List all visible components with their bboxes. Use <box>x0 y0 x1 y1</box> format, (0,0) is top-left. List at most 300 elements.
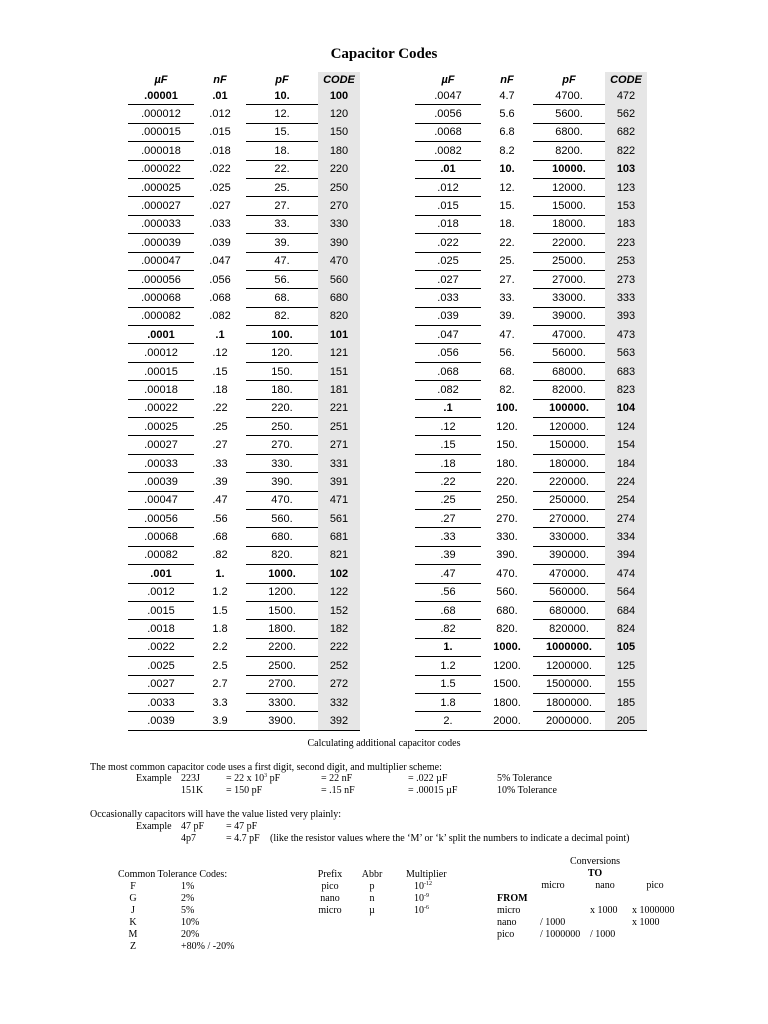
cell-pf: 100000. <box>533 399 605 417</box>
cell-nf: .47 <box>212 494 228 507</box>
cell-code: 561 <box>318 509 360 527</box>
cell-code: 683 <box>605 362 647 380</box>
cell-code: 562 <box>605 105 647 123</box>
cell-nf: .018 <box>209 144 231 157</box>
cell-pf: 82. <box>246 307 318 325</box>
cell-nf: 220. <box>496 475 518 488</box>
cell-nf: .068 <box>209 291 231 304</box>
table-row <box>415 362 647 380</box>
tolerance-letter: K <box>129 917 137 928</box>
cell-pf: 6800. <box>533 123 605 141</box>
cell-pf: 68000. <box>533 362 605 380</box>
cell-code: 471 <box>318 491 360 509</box>
table-row <box>415 326 647 344</box>
cell-code: 684 <box>605 601 647 619</box>
cell-pf: 390000. <box>533 546 605 564</box>
cell-uf: .00015 <box>128 362 194 380</box>
cell-nf: .027 <box>209 200 231 213</box>
cell-pf: 820000. <box>533 620 605 638</box>
cell-nf: 6.8 <box>499 126 515 139</box>
cell-uf: 1.5 <box>415 675 481 693</box>
cell-uf: .0056 <box>415 105 481 123</box>
table-row <box>128 583 360 601</box>
cell-pf: 100. <box>246 326 318 344</box>
prefix-name: nano <box>320 893 340 904</box>
cell-nf: .1 <box>215 328 225 341</box>
table-row <box>415 509 647 527</box>
cell-pf: 150000. <box>533 436 605 454</box>
cell-code: 820 <box>318 307 360 325</box>
cell-nf: .33 <box>212 457 228 470</box>
cell-uf: .018 <box>415 215 481 233</box>
cell-nf: 1. <box>215 567 225 580</box>
cell-pf: 680. <box>246 528 318 546</box>
conv-cell: x 1000 <box>632 917 660 928</box>
cell-uf: .18 <box>415 454 481 472</box>
cell-uf: .47 <box>415 565 481 583</box>
header-nf: nF <box>500 73 514 86</box>
cell-pf: 15000. <box>533 197 605 215</box>
table-row <box>415 528 647 546</box>
cell-code: 564 <box>605 583 647 601</box>
cell-uf: .00022 <box>128 399 194 417</box>
table-row <box>128 693 360 711</box>
table-row <box>128 105 360 123</box>
table-row <box>128 215 360 233</box>
table-row <box>128 418 360 436</box>
cell-pf: 2000000. <box>533 712 605 730</box>
cell-uf: .012 <box>415 178 481 196</box>
cell-pf: 680000. <box>533 601 605 619</box>
cell-nf: 2.2 <box>212 641 228 654</box>
tolerance-letter: F <box>130 881 136 892</box>
cell-code: 224 <box>605 473 647 491</box>
table-row <box>415 289 647 307</box>
cell-code: 184 <box>605 454 647 472</box>
cell-nf: .047 <box>209 255 231 268</box>
cell-nf: .56 <box>212 512 228 525</box>
table-row <box>415 436 647 454</box>
conv-cell: / 1000 <box>590 929 616 940</box>
cell-nf: 22. <box>499 236 515 249</box>
cell-nf: 2.5 <box>212 659 228 672</box>
cell-code: 272 <box>318 675 360 693</box>
cell-code: 253 <box>605 252 647 270</box>
header-uf: µF <box>441 73 455 86</box>
cell-pf: 1500. <box>246 601 318 619</box>
table-row <box>128 87 360 105</box>
cell-pf: 560000. <box>533 583 605 601</box>
cell-uf: .00033 <box>128 454 194 472</box>
cell-nf: 4.7 <box>499 89 515 102</box>
prefix-name: micro <box>318 905 342 916</box>
cell-uf: .015 <box>415 197 481 215</box>
prefix-abbr: µ <box>369 905 375 916</box>
cell-uf: .000056 <box>128 270 194 288</box>
cell-nf: 3.9 <box>194 712 246 730</box>
cell-uf: .82 <box>415 620 481 638</box>
cell-code: 391 <box>318 473 360 491</box>
cell-pf: 56000. <box>533 344 605 362</box>
cell-code: 250 <box>318 178 360 196</box>
cell-pf: 3900. <box>246 712 318 730</box>
table-row <box>415 87 647 105</box>
cell-pf: 270000. <box>533 509 605 527</box>
cell-nf: 1000. <box>493 641 521 654</box>
prefix-name: pico <box>321 881 339 892</box>
scheme-intro: The most common capacitor code uses a first digit, second digit, and multiplier scheme: <box>90 762 442 773</box>
plain2-code: 4p7 <box>181 833 196 844</box>
cell-nf: 100. <box>496 402 518 415</box>
cell-code: 560 <box>318 270 360 288</box>
table-row <box>415 399 647 417</box>
cell-nf: 180. <box>496 457 518 470</box>
cell-pf: 33000. <box>533 289 605 307</box>
cell-code: 125 <box>605 657 647 675</box>
cell-code: 124 <box>605 418 647 436</box>
cell-pf: 1500000. <box>533 675 605 693</box>
cell-uf: .15 <box>415 436 481 454</box>
cell-nf: 560. <box>496 586 518 599</box>
multiplier-header: Multiplier <box>406 869 447 880</box>
conv-col-pico: pico <box>646 880 664 891</box>
cell-uf: .000039 <box>128 234 194 252</box>
capacitor-table-right <box>415 72 647 731</box>
cell-pf: 2500. <box>246 657 318 675</box>
prefix-abbr: p <box>369 881 375 892</box>
cell-uf: .000025 <box>128 178 194 196</box>
header-code: CODE <box>605 72 647 87</box>
cell-pf: 2200. <box>246 638 318 656</box>
cell-uf: .0012 <box>128 583 194 601</box>
table-row <box>415 546 647 564</box>
prefix-multiplier: $10^{-12}$ <box>414 881 432 892</box>
header-code: CODE <box>318 72 360 87</box>
cell-pf: 1800000. <box>533 693 605 711</box>
cell-pf: 250. <box>246 418 318 436</box>
tolerance-value: 10% <box>181 917 200 928</box>
table-row <box>415 307 647 325</box>
table-row <box>128 326 360 344</box>
tolerance-value: 2% <box>181 893 195 904</box>
cell-code: 155 <box>605 675 647 693</box>
tolerance-value: 5% <box>181 905 195 916</box>
cell-code: 271 <box>318 436 360 454</box>
cell-pf: 18000. <box>533 215 605 233</box>
cell-code: 252 <box>318 657 360 675</box>
cell-uf: .000012 <box>128 105 194 123</box>
cell-uf: .022 <box>415 234 481 252</box>
cell-pf: 82000. <box>533 381 605 399</box>
cell-nf: 1.8 <box>212 623 228 636</box>
cell-nf: .01 <box>212 89 228 102</box>
cell-uf: .025 <box>415 252 481 270</box>
cell-code: 251 <box>318 418 360 436</box>
table-row <box>128 473 360 491</box>
cell-nf: .22 <box>212 402 228 415</box>
table-row <box>415 270 647 288</box>
cell-uf: .25 <box>415 491 481 509</box>
cell-nf: 47. <box>499 328 515 341</box>
cell-uf: .0025 <box>128 657 194 675</box>
cell-uf: .00012 <box>128 344 194 362</box>
cell-pf: 270. <box>246 436 318 454</box>
table-row <box>128 528 360 546</box>
prefix-multiplier: $10^{-6}$ <box>414 905 429 916</box>
cell-code: 185 <box>605 693 647 711</box>
cell-nf: 10. <box>499 163 515 176</box>
header-uf: µF <box>154 73 168 86</box>
cell-nf: 15. <box>499 200 515 213</box>
cell-nf: .18 <box>212 383 228 396</box>
conv-cell: / 1000 <box>540 917 566 928</box>
cell-nf: 1800. <box>493 696 521 709</box>
table-row <box>128 234 360 252</box>
cell-pf: 1800. <box>246 620 318 638</box>
conv-cell: x 1000 <box>590 905 618 916</box>
cell-nf: .27 <box>212 439 228 452</box>
table-row <box>128 657 360 675</box>
cell-pf: 330000. <box>533 528 605 546</box>
cell-code: 332 <box>318 693 360 711</box>
cell-code: 392 <box>318 712 360 730</box>
cell-code: 104 <box>605 399 647 417</box>
cell-code: 473 <box>605 326 647 344</box>
cell-nf: 56. <box>499 347 515 360</box>
cell-code: 394 <box>605 546 647 564</box>
table-row <box>415 473 647 491</box>
cell-pf: 15. <box>246 123 318 141</box>
cell-code: 822 <box>605 142 647 160</box>
table-row <box>415 142 647 160</box>
cell-code: 470 <box>318 252 360 270</box>
plain2-note: (like the resistor values where the ‘M’ or ‘k’ split the numbers to indicate a decimal point) <box>270 833 630 844</box>
cell-code: 205 <box>605 712 647 730</box>
cell-uf: .0015 <box>128 601 194 619</box>
cell-uf: .000082 <box>128 307 194 325</box>
table-row <box>415 197 647 215</box>
cell-code: 220 <box>318 160 360 178</box>
table-row <box>128 381 360 399</box>
cell-nf: 3.3 <box>212 696 228 709</box>
cell-uf: .68 <box>415 601 481 619</box>
cell-uf: 2. <box>415 712 481 730</box>
abbr-header: Abbr <box>361 869 383 880</box>
table-row <box>415 160 647 178</box>
cell-code: 273 <box>605 270 647 288</box>
cell-uf: .00068 <box>128 528 194 546</box>
cell-pf: 330. <box>246 454 318 472</box>
table-row <box>128 712 360 730</box>
cell-pf: 12000. <box>533 178 605 196</box>
cell-nf: 5.6 <box>499 108 515 121</box>
cell-pf: 33. <box>246 215 318 233</box>
cell-code: 152 <box>318 601 360 619</box>
table-row <box>128 142 360 160</box>
tolerance-heading: Common Tolerance Codes: <box>118 869 228 880</box>
cell-pf: 120000. <box>533 418 605 436</box>
table-row <box>415 123 647 141</box>
cell-pf: 220. <box>246 399 318 417</box>
tolerance-letter: J <box>131 905 135 916</box>
table-row <box>415 454 647 472</box>
cell-nf: 250. <box>496 494 518 507</box>
cell-uf: .0039 <box>128 712 194 730</box>
table-row <box>128 491 360 509</box>
cell-pf: 47000. <box>533 326 605 344</box>
cell-uf: .082 <box>415 381 481 399</box>
table-row <box>128 399 360 417</box>
table-row <box>128 675 360 693</box>
cell-code: 122 <box>318 583 360 601</box>
cell-nf: 8.2 <box>499 144 515 157</box>
cell-pf: 10000. <box>533 160 605 178</box>
cell-nf: .12 <box>212 347 228 360</box>
cell-uf: .0068 <box>415 123 481 141</box>
cell-uf: 1.8 <box>415 693 481 711</box>
cell-code: 331 <box>318 454 360 472</box>
prefix-header: Prefix <box>317 869 343 880</box>
table-row <box>128 252 360 270</box>
cell-uf: .00047 <box>128 491 194 509</box>
table-row <box>415 712 647 730</box>
cell-nf: 12. <box>499 181 515 194</box>
cell-uf: .0047 <box>415 87 481 105</box>
plain2-value: = 4.7 pF <box>226 833 260 844</box>
cell-uf: .0001 <box>128 326 194 344</box>
conv-col-micro: micro <box>541 880 565 891</box>
table-row <box>128 436 360 454</box>
cell-code: 121 <box>318 344 360 362</box>
conv-row-label: micro <box>497 905 521 916</box>
cell-nf: 2.7 <box>212 678 228 691</box>
cell-pf: 180. <box>246 381 318 399</box>
cell-pf: 12. <box>246 105 318 123</box>
cell-code: 101 <box>318 326 360 344</box>
table-row <box>128 307 360 325</box>
calc-heading: Calculating additional capacitor codes <box>307 738 461 749</box>
cell-nf: .015 <box>209 126 231 139</box>
cell-pf: 4700. <box>533 87 605 105</box>
table-row <box>128 509 360 527</box>
cell-nf: .022 <box>209 163 231 176</box>
conv-col-nano: nano <box>595 880 615 891</box>
cell-code: 274 <box>605 509 647 527</box>
table-row <box>415 491 647 509</box>
cell-code: 151 <box>318 362 360 380</box>
plain1-value: = 47 pF <box>226 821 258 832</box>
table-row <box>128 565 360 583</box>
cell-pf: 220000. <box>533 473 605 491</box>
cell-nf: 1.2 <box>212 586 228 599</box>
cell-nf: 1200. <box>493 659 521 672</box>
cell-uf: .056 <box>415 344 481 362</box>
cell-uf: .033 <box>415 289 481 307</box>
cell-pf: 820. <box>246 546 318 564</box>
example2-code: 151K <box>181 785 204 796</box>
cell-uf: .00039 <box>128 473 194 491</box>
table-row <box>128 197 360 215</box>
cell-uf: .0082 <box>415 142 481 160</box>
cell-pf: 470. <box>246 491 318 509</box>
table-row <box>415 675 647 693</box>
table-row <box>128 289 360 307</box>
cell-code: 474 <box>605 565 647 583</box>
cell-pf: 1000000. <box>533 638 605 656</box>
table-row <box>415 344 647 362</box>
tolerance-letter: M <box>128 929 138 940</box>
cell-pf: 39000. <box>533 307 605 325</box>
cell-uf: .00001 <box>128 87 194 105</box>
cell-code: 393 <box>605 307 647 325</box>
cell-code: 105 <box>605 638 647 656</box>
cell-code: 123 <box>605 178 647 196</box>
cell-code: 254 <box>605 491 647 509</box>
prefix-multiplier: $10^{-9}$ <box>414 893 429 904</box>
cell-uf: .0018 <box>128 620 194 638</box>
cell-nf: 270. <box>496 512 518 525</box>
cell-nf: .68 <box>212 531 228 544</box>
cell-uf: .047 <box>415 326 481 344</box>
cell-code: 390 <box>318 234 360 252</box>
cell-uf: .22 <box>415 473 481 491</box>
table-row <box>128 546 360 564</box>
cell-nf: 82. <box>499 383 515 396</box>
cell-pf: 2700. <box>246 675 318 693</box>
cell-uf: .000018 <box>128 142 194 160</box>
cell-code: 103 <box>605 160 647 178</box>
example1-uf: = .022 µF <box>408 773 448 784</box>
cell-code: 330 <box>318 215 360 233</box>
cell-code: 223 <box>605 234 647 252</box>
example1-tolerance: 5% Tolerance <box>497 773 552 784</box>
cell-nf: 820. <box>496 623 518 636</box>
cell-code: 183 <box>605 215 647 233</box>
cell-pf: 10. <box>246 87 318 105</box>
cell-uf: .27 <box>415 509 481 527</box>
cell-nf: 18. <box>499 218 515 231</box>
tolerance-letter: G <box>129 893 137 904</box>
cell-code: 472 <box>605 87 647 105</box>
table-row <box>415 583 647 601</box>
table-row <box>415 215 647 233</box>
cell-uf: .00025 <box>128 418 194 436</box>
cell-pf: 27000. <box>533 270 605 288</box>
table-row <box>415 601 647 619</box>
cell-code: 120 <box>318 105 360 123</box>
prefix-abbr: n <box>369 893 375 904</box>
cell-uf: .000047 <box>128 252 194 270</box>
cell-nf: 120. <box>496 420 518 433</box>
table-row <box>128 344 360 362</box>
cell-nf: 1500. <box>493 678 521 691</box>
cell-code: 100 <box>318 87 360 105</box>
table-row <box>128 160 360 178</box>
cell-uf: .027 <box>415 270 481 288</box>
cell-pf: 180000. <box>533 454 605 472</box>
cell-code: 821 <box>318 546 360 564</box>
table-row <box>415 105 647 123</box>
cell-nf: 39. <box>499 310 515 323</box>
cell-pf: 47. <box>246 252 318 270</box>
cell-nf: 390. <box>496 549 518 562</box>
tolerance-value: +80% / -20% <box>181 941 235 952</box>
cell-uf: .000033 <box>128 215 194 233</box>
cell-code: 222 <box>318 638 360 656</box>
cell-pf: 560. <box>246 509 318 527</box>
cell-nf: .082 <box>209 310 231 323</box>
cell-nf: .25 <box>212 420 228 433</box>
